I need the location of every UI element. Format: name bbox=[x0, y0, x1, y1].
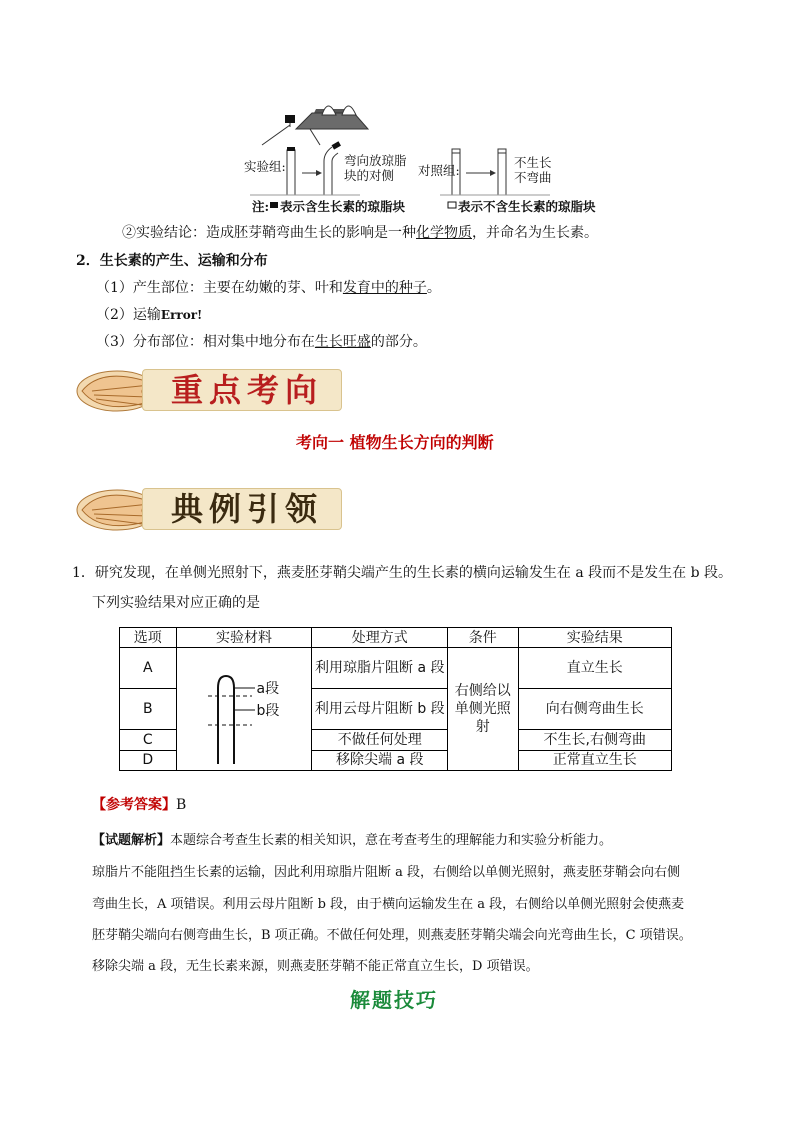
exp-group-label: 实验组: bbox=[244, 159, 286, 174]
row-c-result: 不生长,右侧弯曲 bbox=[518, 730, 671, 751]
row-a-option: A bbox=[120, 648, 177, 689]
analysis-line2: 琼脂片不能阻挡生长素的运输，因此利用琼脂片阻断 a 段，右侧给以单侧光照射，燕麦胚芽鞘会向右侧 bbox=[92, 865, 681, 880]
note-prefix: 注: bbox=[252, 199, 270, 214]
th-result: 实验结果 bbox=[518, 628, 671, 648]
th-condition: 条件 bbox=[448, 628, 518, 648]
row-d-result: 正常直立生长 bbox=[518, 750, 671, 771]
item2-error: Error! bbox=[160, 308, 203, 322]
note-black: 表示含生长素的琼脂块 bbox=[280, 199, 406, 214]
row-a-treatment: 利用琼脂片阻断 a 段 bbox=[312, 648, 448, 689]
banner-dianli-text: 典例引领 bbox=[142, 488, 342, 530]
answer-label: 【参考答案】 bbox=[92, 797, 176, 813]
question-line2: 下列实验结果对应正确的是 bbox=[92, 595, 260, 611]
answer-value: B bbox=[176, 797, 187, 813]
label-a: a段 bbox=[256, 681, 280, 697]
item1-prefix: （1）产生部位：主要在幼嫩的芽、叶和 bbox=[96, 280, 343, 296]
item3-suffix: 的部分。 bbox=[370, 334, 427, 350]
material-cell bbox=[176, 648, 312, 771]
item2-text: （2）运输 bbox=[96, 307, 161, 323]
experiment-table bbox=[119, 627, 672, 771]
item3-prefix: （3）分布部位：相对集中地分布在 bbox=[96, 334, 315, 350]
exp-result-label: 弯向放琼脂 块的对侧 bbox=[344, 153, 407, 183]
item3-underlined: 生长旺盛 bbox=[314, 334, 371, 350]
section2-heading: 2．生长素的产生、运输和分布 bbox=[76, 253, 268, 269]
ctrl-group-label: 对照组: bbox=[418, 163, 460, 178]
note-white: 表示不含生长素的琼脂块 bbox=[458, 199, 596, 214]
analysis-line4: 胚芽鞘尖端向右侧弯曲生长，B 项正确。不做任何处理，则燕麦胚芽鞘尖端会向光弯曲生长，C 项错误。 bbox=[92, 928, 692, 943]
item1-suffix: 。 bbox=[426, 280, 441, 296]
row-b-option: B bbox=[120, 689, 177, 730]
analysis-line1 bbox=[92, 829, 612, 848]
th-option: 选项 bbox=[120, 628, 177, 648]
question-line1: 1．研究发现，在单侧光照射下，燕麦胚芽鞘尖端产生的生长素的横向运输发生在 a 段而不是发生在 b 段。 bbox=[72, 565, 733, 581]
banner-zhongdian bbox=[72, 361, 324, 417]
experiment-figure bbox=[244, 95, 596, 217]
section2-item2 bbox=[96, 304, 202, 324]
conclusion-line bbox=[122, 222, 598, 242]
row-c-treatment: 不做任何处理 bbox=[312, 730, 448, 751]
analysis-label: 【试题解析】 bbox=[92, 833, 171, 848]
analysis-text1: 本题综合考查生长素的相关知识，意在考查考生的理解能力和实验分析能力。 bbox=[170, 833, 613, 848]
th-treatment: 处理方式 bbox=[312, 628, 448, 648]
row-b-result: 向右侧弯曲生长 bbox=[518, 689, 671, 730]
coleoptile-diagram bbox=[177, 648, 311, 770]
item1-underlined: 发育中的种子 bbox=[342, 280, 427, 296]
banner-zhongdian-text: 重点考向 bbox=[142, 369, 342, 411]
banner-dianli bbox=[72, 480, 324, 536]
row-d-option: D bbox=[120, 750, 177, 771]
condition-cell: 右侧给以单侧光照射 bbox=[448, 648, 518, 771]
conclusion-prefix: ②实验结论：造成胚芽鞘弯曲生长的影响是一种 bbox=[122, 225, 416, 241]
ctrl-result-label: 不生长 不弯曲 bbox=[514, 155, 552, 185]
row-a-result: 直立生长 bbox=[518, 648, 671, 689]
th-material: 实验材料 bbox=[176, 628, 312, 648]
label-b: b段 bbox=[256, 703, 280, 719]
row-c-option: C bbox=[120, 730, 177, 751]
conclusion-underlined: 化学物质 bbox=[416, 225, 472, 241]
section2-item1 bbox=[96, 277, 441, 297]
answer-line bbox=[92, 794, 186, 814]
conclusion-suffix: ，并命名为生长素。 bbox=[472, 225, 598, 241]
row-d-treatment: 移除尖端 a 段 bbox=[312, 750, 448, 771]
row-b-treatment: 利用云母片阻断 b 段 bbox=[312, 689, 448, 730]
kaoxiang-title: 考向一 植物生长方向的判断 bbox=[296, 433, 494, 452]
analysis-line5: 移除尖端 a 段，无生长素来源，则燕麦胚芽鞘不能正常直立生长，D 项错误。 bbox=[92, 959, 539, 974]
section2-item3 bbox=[96, 331, 427, 351]
tips-title: 解题技巧 bbox=[350, 988, 438, 1012]
analysis-line3: 弯曲生长，A 项错误。利用云母片阻断 b 段，由于横向运输发生在 a 段，右侧给以单侧光照射会使燕麦 bbox=[92, 897, 685, 912]
